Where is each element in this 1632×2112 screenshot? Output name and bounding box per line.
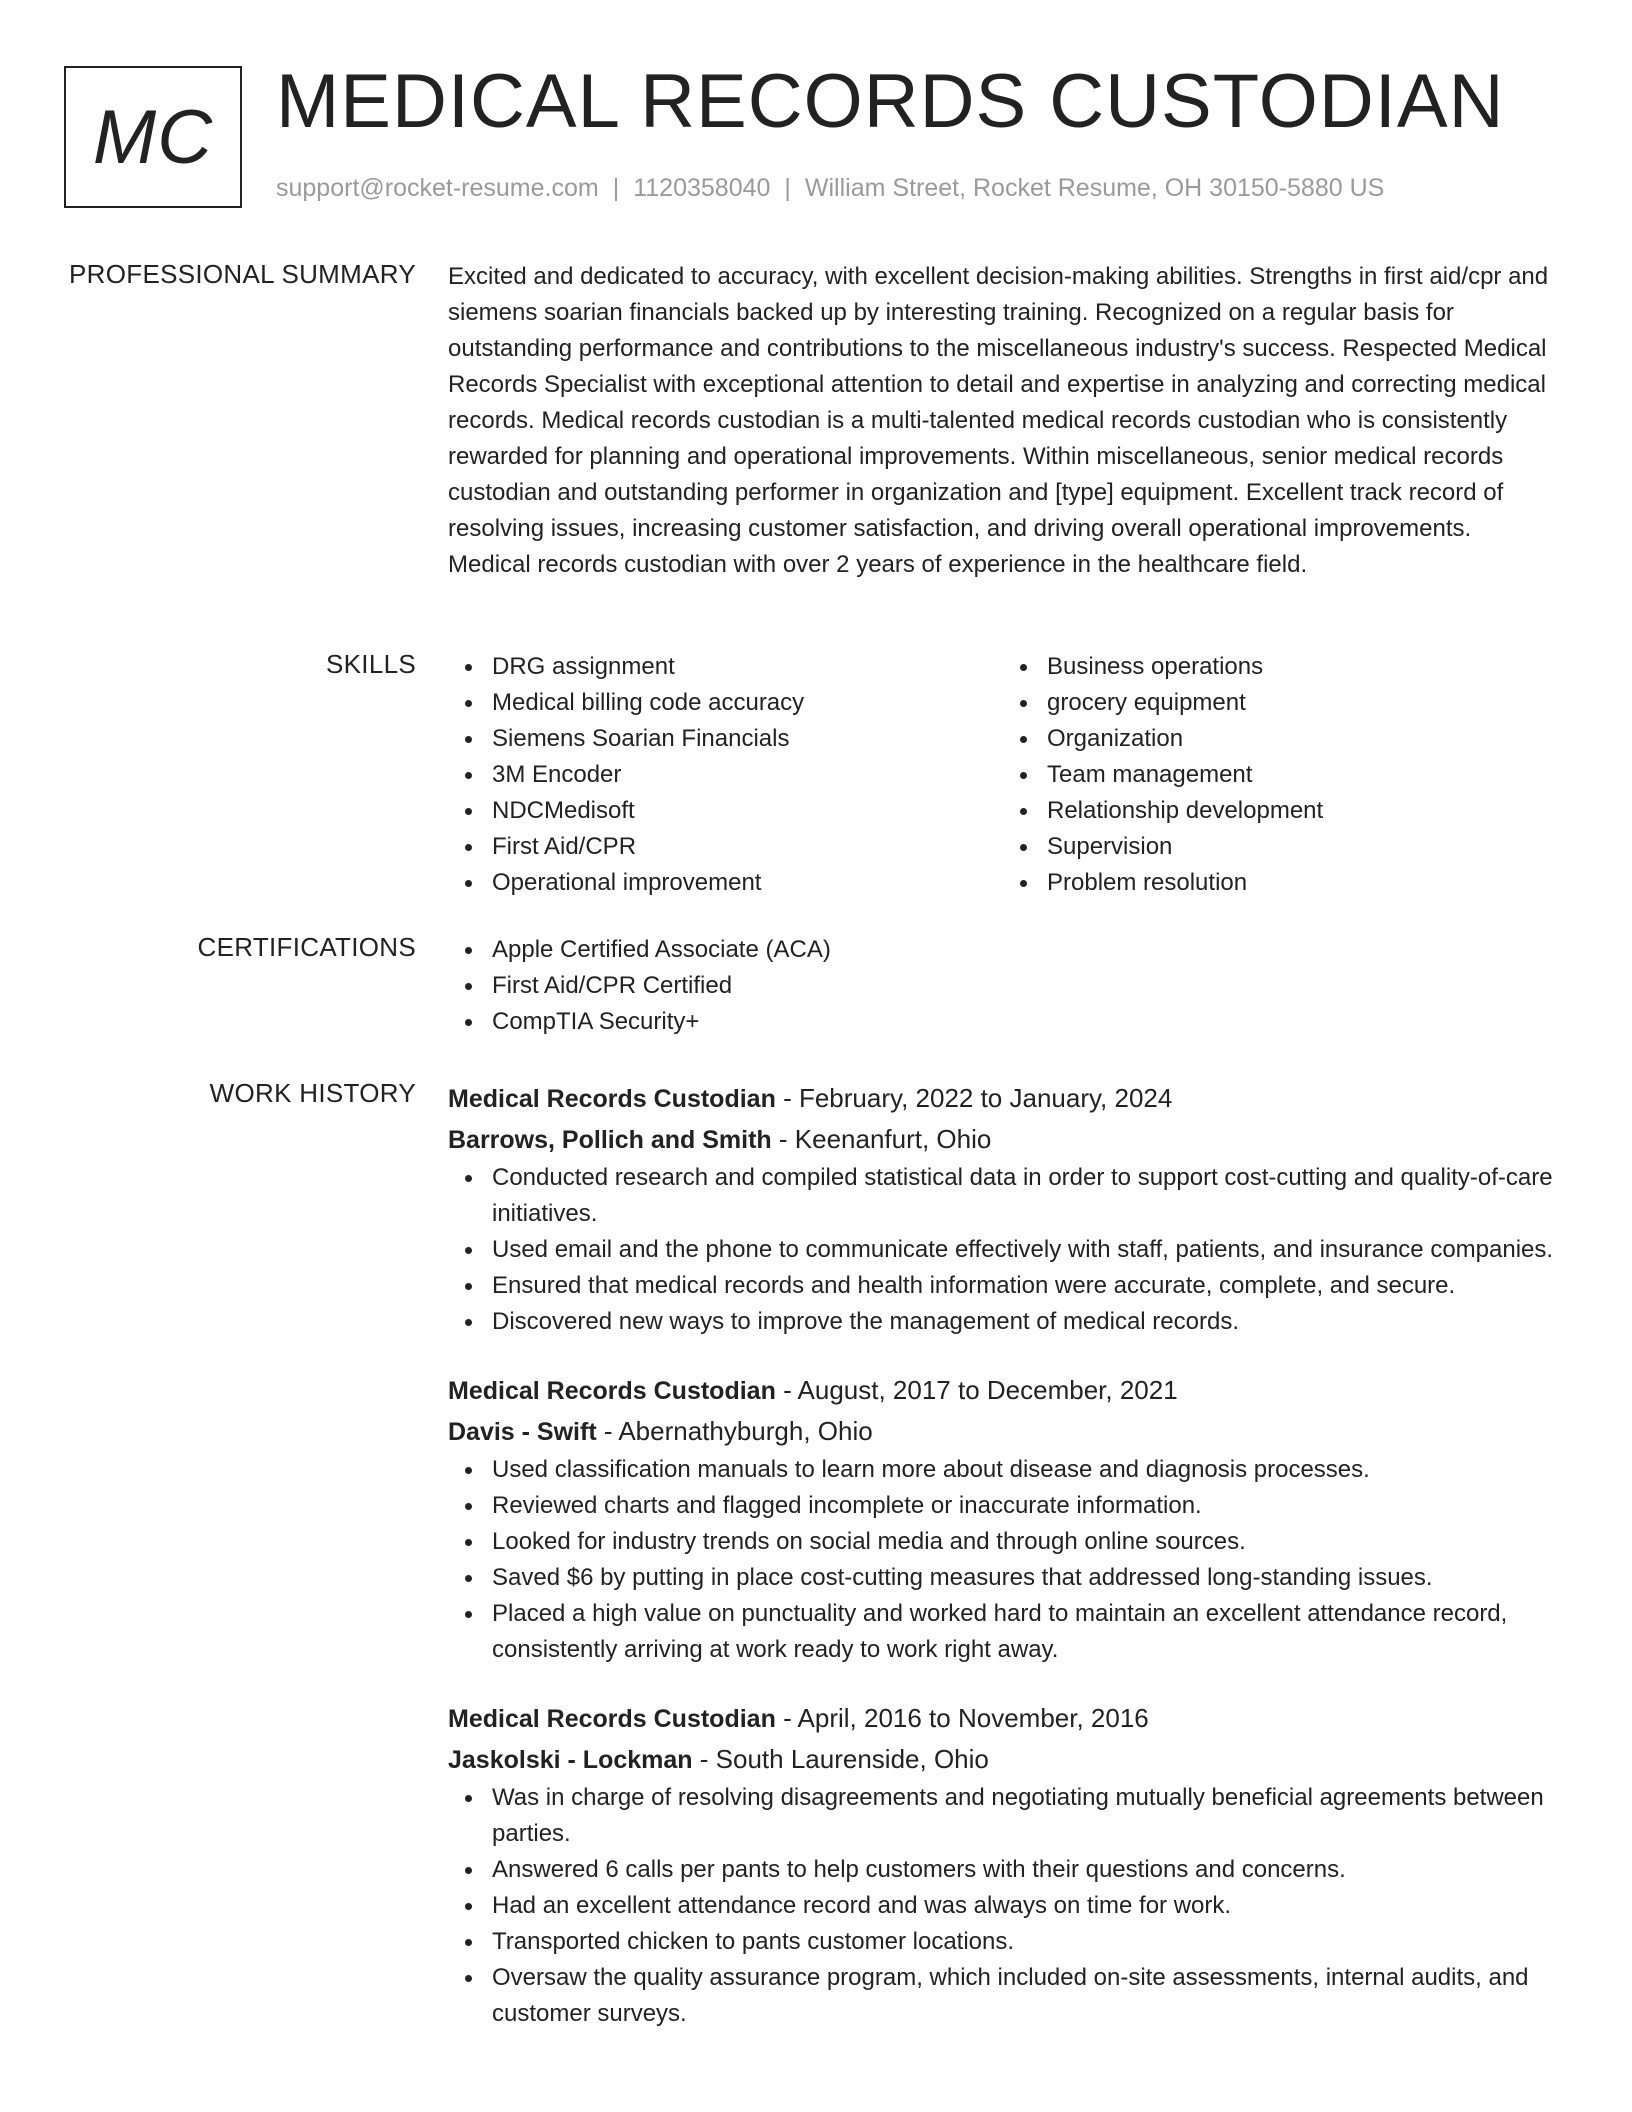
skill-item: First Aid/CPR — [492, 829, 1003, 865]
contact-separator: | — [612, 174, 620, 202]
skill-item: Relationship development — [1047, 793, 1558, 829]
skill-item: Business operations — [1047, 649, 1558, 685]
skill-item: Organization — [1047, 721, 1558, 757]
job-bullet: Ensured that medical records and health information were accurate, complete, and secure. — [492, 1268, 1558, 1304]
skill-item: Team management — [1047, 757, 1558, 793]
job-company-line — [448, 1739, 1558, 1780]
job-bullets — [448, 1452, 1558, 1668]
skill-item: 3M Encoder — [492, 757, 1003, 793]
certification-item: CompTIA Security+ — [492, 1004, 1558, 1040]
job-entry — [448, 1698, 1558, 2032]
job-bullet: Transported chicken to pants customer locations. — [492, 1924, 1558, 1960]
monogram-initials: MC — [92, 94, 214, 180]
skill-item: Supervision — [1047, 829, 1558, 865]
job-bullet: Conducted research and compiled statistical data in order to support cost-cutting and quality-of-care initiatives. — [492, 1160, 1558, 1232]
job-bullet: Placed a high value on punctuality and worked hard to maintain an excellent attendance record, consistently arriving at work ready to work right away. — [492, 1596, 1558, 1668]
skills-heading: SKILLS — [326, 649, 416, 679]
job-bullet: Oversaw the quality assurance program, which included on-site assessments, internal audits, and customer surveys. — [492, 1960, 1558, 2032]
job-entry — [448, 1078, 1558, 1340]
job-location: - South Laurenside, Ohio — [692, 1744, 989, 1774]
skills-list-left — [448, 649, 1003, 901]
job-bullets — [448, 1780, 1558, 2032]
certification-item: Apple Certified Associate (ACA) — [492, 932, 1558, 968]
job-bullet: Answered 6 calls per pants to help customers with their questions and concerns. — [492, 1852, 1558, 1888]
skill-item: Operational improvement — [492, 865, 1003, 901]
job-bullet: Reviewed charts and flagged incomplete or inaccurate information. — [492, 1488, 1558, 1524]
job-bullet: Used classification manuals to learn more about disease and diagnosis processes. — [492, 1452, 1558, 1488]
job-title-line — [448, 1698, 1558, 1739]
job-location: - Keenanfurt, Ohio — [771, 1124, 992, 1154]
skills-grid — [448, 649, 1558, 901]
skill-item: Problem resolution — [1047, 865, 1558, 901]
job-dates: - August, 2017 to December, 2021 — [775, 1375, 1178, 1405]
resume-name: MEDICAL RECORDS CUSTODIAN — [276, 59, 1505, 144]
certification-item: First Aid/CPR Certified — [492, 968, 1558, 1004]
job-company: Barrows, Pollich and Smith — [448, 1126, 772, 1154]
job-title-line — [448, 1370, 1558, 1411]
summary-heading: PROFESSIONAL SUMMARY — [69, 259, 416, 289]
job-bullets — [448, 1160, 1558, 1340]
skill-item: Siemens Soarian Financials — [492, 721, 1003, 757]
monogram-box — [64, 66, 242, 208]
contact-phone[interactable]: 1120358040 — [633, 174, 771, 202]
skill-item: DRG assignment — [492, 649, 1003, 685]
job-title: Medical Records Custodian — [448, 1377, 776, 1405]
work-history-body — [448, 1078, 1558, 2062]
summary-text: Excited and dedicated to accuracy, with excellent decision-making abilities. Strengths in first aid/cpr and siemens soarian financials backed up by interesting training. Recognized on a regular basis for outstanding performance and contributions to the miscellaneous industry's success. Respected Medical Records Specialist with exceptional attention to detail and expertise in analyzing and correcting medical records. Medical records custodian is a multi-talented medical records custodian who is consistently rewarded for planning and operational improvements. Within miscellaneous, senior medical records custodian and outstanding performer in organization and [type] equipment. Excellent track record of resolving issues, increasing customer satisfaction, and driving overall operational improvements. Medical records custodian with over 2 years of experience in the healthcare field. — [448, 263, 1549, 578]
certifications-heading: CERTIFICATIONS — [197, 932, 416, 962]
job-company-line — [448, 1411, 1558, 1452]
job-location: - Abernathyburgh, Ohio — [596, 1416, 873, 1446]
job-bullet: Used email and the phone to communicate effectively with staff, patients, and insurance companies. — [492, 1232, 1558, 1268]
certifications-body — [448, 932, 1558, 1040]
certifications-list — [448, 932, 1558, 1040]
job-bullet: Looked for industry trends on social media and through online sources. — [492, 1524, 1558, 1560]
job-bullet: Saved $6 by putting in place cost-cutting measures that addressed long-standing issues. — [492, 1560, 1558, 1596]
contact-address: William Street, Rocket Resume, OH 30150-5880 US — [804, 174, 1385, 202]
job-title: Medical Records Custodian — [448, 1085, 776, 1113]
skills-list-right — [1003, 649, 1558, 901]
skill-item: grocery equipment — [1047, 685, 1558, 721]
contact-email[interactable]: support@rocket-resume.com — [276, 174, 599, 202]
skill-item: NDCMedisoft — [492, 793, 1003, 829]
skills-body — [448, 649, 1558, 901]
job-title-line — [448, 1078, 1558, 1119]
job-company: Davis - Swift — [448, 1418, 597, 1446]
job-company-line — [448, 1119, 1558, 1160]
job-bullet: Had an excellent attendance record and was always on time for work. — [492, 1888, 1558, 1924]
job-dates: - February, 2022 to January, 2024 — [775, 1083, 1173, 1113]
resume-header — [64, 59, 1584, 212]
job-bullet: Was in charge of resolving disagreements and negotiating mutually beneficial agreements between parties. — [492, 1780, 1558, 1852]
job-dates: - April, 2016 to November, 2016 — [775, 1703, 1149, 1733]
work-history-heading: WORK HISTORY — [209, 1078, 416, 1108]
contact-line — [276, 174, 1384, 203]
contact-separator: | — [784, 174, 791, 202]
job-title: Medical Records Custodian — [448, 1705, 776, 1733]
job-entry — [448, 1370, 1558, 1668]
job-company: Jaskolski - Lockman — [448, 1746, 693, 1774]
job-bullet: Discovered new ways to improve the management of medical records. — [492, 1304, 1558, 1340]
skill-item: Medical billing code accuracy — [492, 685, 1003, 721]
